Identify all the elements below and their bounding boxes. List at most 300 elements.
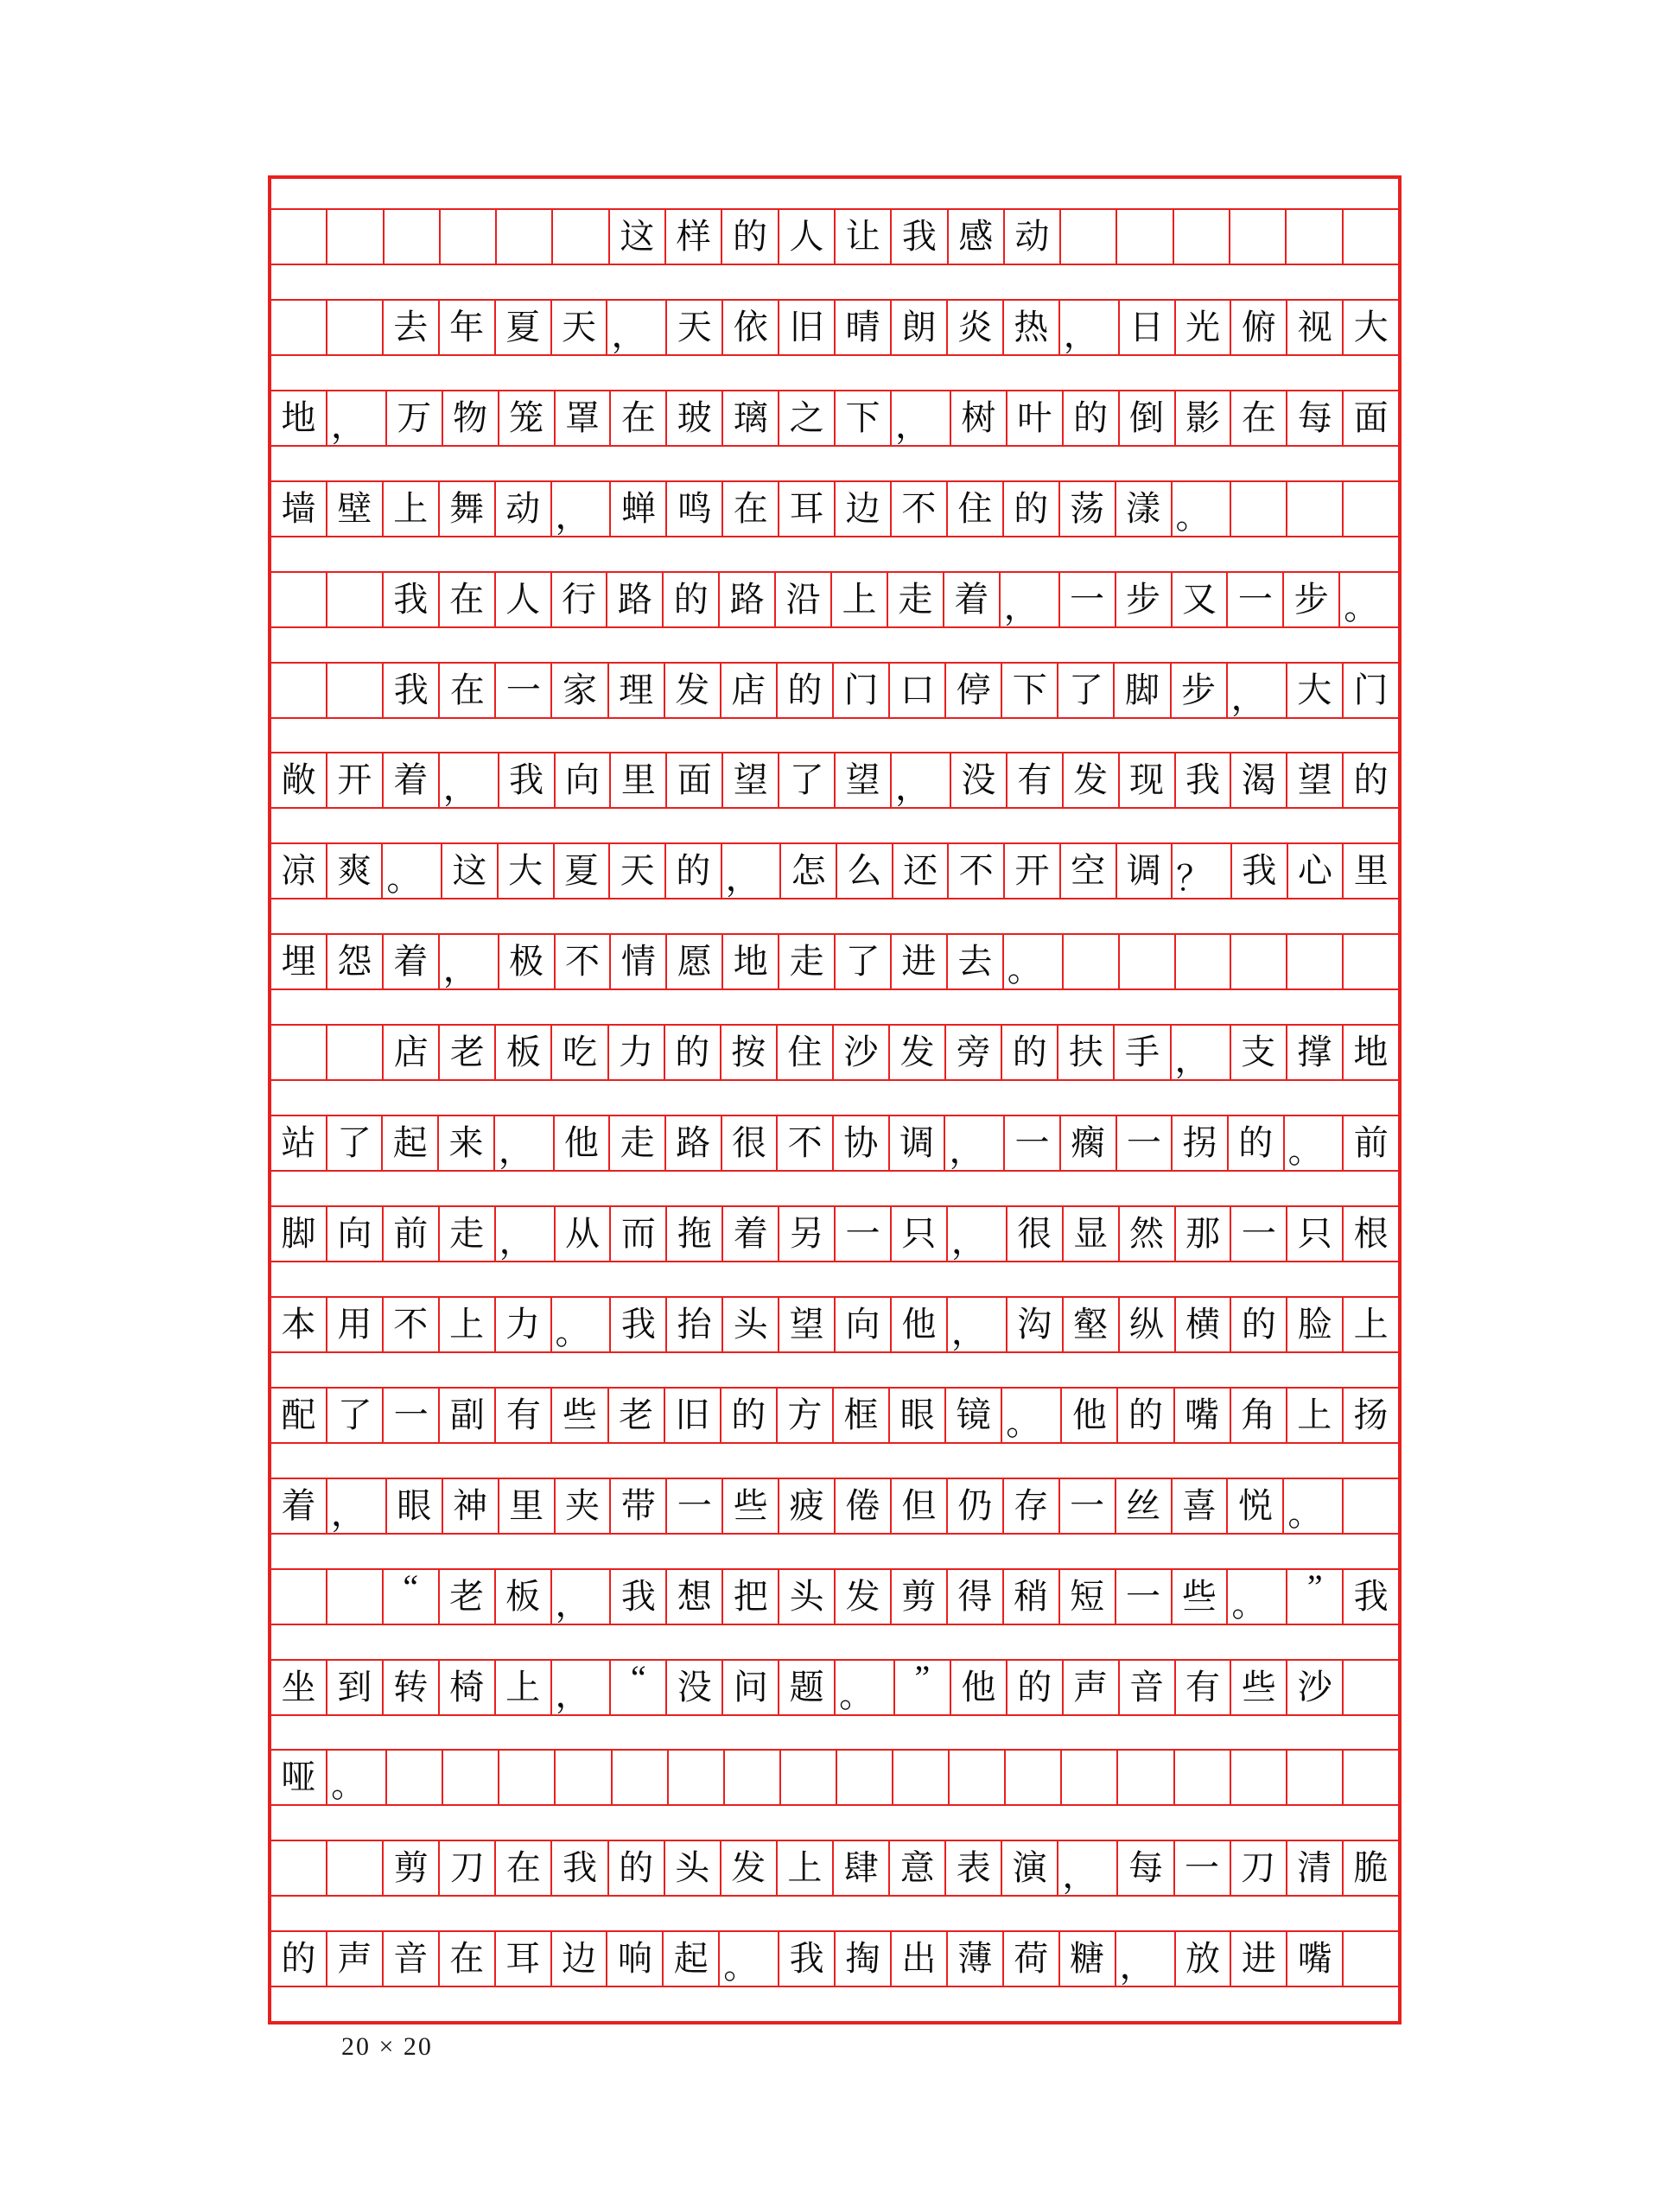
grid-cell[interactable]: 眼: [890, 1389, 946, 1442]
grid-cell[interactable]: [1064, 935, 1120, 988]
grid-cell[interactable]: 的: [664, 573, 720, 626]
grid-cell[interactable]: 下: [1002, 664, 1058, 717]
grid-cell[interactable]: 门: [834, 664, 890, 717]
grid-cell[interactable]: 显: [1064, 1207, 1120, 1261]
grid-cell[interactable]: 那: [1176, 1207, 1232, 1261]
grid-cell[interactable]: 么: [837, 844, 893, 898]
grid-cell[interactable]: ，: [948, 1298, 1007, 1351]
grid-cell[interactable]: 面: [1353, 397, 1389, 437]
grid-cell[interactable]: 去: [384, 301, 440, 354]
grid-cell[interactable]: 的: [1002, 1026, 1058, 1079]
grid-cell[interactable]: 这: [442, 844, 499, 898]
grid-cell[interactable]: 大: [499, 844, 555, 898]
grid-cell[interactable]: 扬: [1353, 1395, 1389, 1434]
grid-cell[interactable]: 走: [610, 1116, 666, 1170]
grid-cell[interactable]: 上: [440, 1298, 496, 1351]
grid-cell[interactable]: 舞: [440, 482, 496, 536]
grid-cell[interactable]: 丝: [1116, 1479, 1173, 1533]
grid-cell[interactable]: 边: [836, 482, 892, 536]
grid-cell[interactable]: 。: [327, 1751, 387, 1804]
grid-cell[interactable]: [327, 1841, 384, 1895]
grid-cell[interactable]: 漾: [1116, 482, 1173, 536]
grid-cell[interactable]: 头: [723, 1298, 779, 1351]
grid-cell[interactable]: 步: [1284, 573, 1340, 626]
grid-cell[interactable]: ”: [1287, 1570, 1344, 1624]
grid-cell[interactable]: 晴: [836, 301, 892, 354]
grid-cell[interactable]: 题: [779, 1661, 836, 1714]
grid-cell[interactable]: 放: [1176, 1932, 1232, 1986]
grid-cell[interactable]: 一: [384, 1389, 440, 1442]
grid-cell[interactable]: 起: [664, 1932, 720, 1986]
grid-cell[interactable]: 撑: [1287, 1026, 1344, 1079]
grid-cell[interactable]: 很: [722, 1116, 779, 1170]
grid-cell[interactable]: 口: [890, 664, 946, 717]
grid-cell[interactable]: 镜: [946, 1389, 1002, 1442]
grid-cell[interactable]: 响: [607, 1932, 664, 1986]
grid-cell[interactable]: ？: [1173, 844, 1232, 898]
grid-cell[interactable]: [327, 1570, 384, 1624]
grid-cell[interactable]: 刀: [440, 1841, 496, 1895]
grid-cell[interactable]: 剪: [384, 1841, 440, 1895]
grid-cell[interactable]: [613, 1751, 669, 1804]
grid-cell[interactable]: 横: [1176, 1298, 1232, 1351]
grid-cell[interactable]: [385, 210, 441, 264]
grid-cell[interactable]: ，: [496, 1207, 556, 1261]
grid-cell[interactable]: ，: [1060, 301, 1120, 354]
grid-cell[interactable]: 。: [1228, 1570, 1287, 1624]
grid-cell[interactable]: 望: [1287, 753, 1344, 807]
grid-cell[interactable]: 日: [1120, 301, 1176, 354]
grid-cell[interactable]: 调: [890, 1116, 946, 1170]
grid-cell[interactable]: [1287, 935, 1344, 988]
grid-cell[interactable]: [1175, 1751, 1231, 1804]
grid-cell[interactable]: 万: [387, 391, 443, 445]
grid-cell[interactable]: 一: [1117, 1116, 1173, 1170]
grid-cell[interactable]: 不: [556, 935, 612, 988]
grid-cell[interactable]: 倦: [836, 1479, 892, 1533]
grid-cell[interactable]: [1287, 482, 1344, 536]
grid-cell[interactable]: 旧: [779, 301, 836, 354]
grid-cell[interactable]: [271, 664, 327, 717]
grid-cell[interactable]: 现: [1120, 753, 1176, 807]
grid-cell[interactable]: 从: [556, 1207, 612, 1261]
grid-cell[interactable]: 脸: [1287, 1298, 1344, 1351]
grid-cell[interactable]: 框: [834, 1389, 890, 1442]
grid-cell[interactable]: 音: [1120, 1661, 1176, 1714]
grid-cell[interactable]: 一: [1116, 1570, 1173, 1624]
grid-cell[interactable]: 。: [1173, 482, 1232, 536]
grid-cell[interactable]: 在: [496, 1841, 552, 1895]
grid-cell[interactable]: ，: [722, 844, 782, 898]
grid-cell[interactable]: 老: [609, 1389, 665, 1442]
grid-cell[interactable]: 用: [327, 1298, 384, 1351]
grid-cell[interactable]: 着: [384, 753, 440, 807]
grid-cell[interactable]: 之: [779, 391, 836, 445]
grid-cell[interactable]: 行: [552, 573, 608, 626]
grid-cell[interactable]: [1061, 210, 1117, 264]
grid-cell[interactable]: 表: [946, 1841, 1002, 1895]
grid-cell[interactable]: 的: [721, 1389, 778, 1442]
grid-cell[interactable]: ，: [1058, 1841, 1118, 1895]
grid-cell[interactable]: 不: [949, 844, 1005, 898]
grid-cell[interactable]: [893, 1751, 950, 1804]
grid-cell[interactable]: ，: [495, 1116, 555, 1170]
grid-cell[interactable]: [327, 301, 384, 354]
grid-cell[interactable]: 人: [779, 210, 836, 264]
grid-cell[interactable]: 每: [1118, 1841, 1174, 1895]
grid-cell[interactable]: 手: [1115, 1026, 1171, 1079]
grid-cell[interactable]: 树: [951, 391, 1007, 445]
grid-cell[interactable]: 旁: [946, 1026, 1002, 1079]
grid-cell[interactable]: [1344, 210, 1398, 264]
grid-cell[interactable]: 。: [1284, 1479, 1344, 1533]
grid-cell[interactable]: 脚: [1115, 664, 1171, 717]
grid-cell[interactable]: ，: [440, 753, 499, 807]
grid-cell[interactable]: 一: [496, 664, 552, 717]
grid-cell[interactable]: 悦: [1228, 1479, 1284, 1533]
grid-cell[interactable]: 神: [443, 1479, 499, 1533]
grid-cell[interactable]: 在: [440, 573, 496, 626]
grid-cell[interactable]: 走: [440, 1207, 496, 1261]
grid-cell[interactable]: 一: [1060, 1479, 1116, 1533]
grid-cell[interactable]: 椅: [440, 1661, 496, 1714]
grid-cell[interactable]: 耳: [496, 1932, 552, 1986]
grid-cell[interactable]: 我: [1176, 753, 1232, 807]
grid-cell[interactable]: 凉: [271, 844, 327, 898]
grid-cell[interactable]: 着: [384, 935, 440, 988]
grid-cell[interactable]: 的: [1118, 1389, 1174, 1442]
grid-cell[interactable]: 埋: [271, 935, 327, 988]
grid-cell[interactable]: 心: [1288, 844, 1344, 898]
grid-cell[interactable]: 眼: [387, 1479, 443, 1533]
grid-cell[interactable]: 上: [832, 573, 888, 626]
grid-cell[interactable]: 他: [951, 1661, 1007, 1714]
grid-cell[interactable]: 大: [1287, 664, 1344, 717]
grid-cell[interactable]: 去: [948, 935, 1004, 988]
grid-cell[interactable]: 没: [667, 1661, 723, 1714]
grid-cell[interactable]: 在: [1231, 391, 1287, 445]
grid-cell[interactable]: 年: [440, 301, 496, 354]
grid-cell[interactable]: 荷: [1004, 1932, 1060, 1986]
grid-cell[interactable]: ，: [327, 391, 387, 445]
grid-cell[interactable]: [1231, 482, 1287, 536]
grid-cell[interactable]: 板: [496, 1570, 552, 1624]
grid-cell[interactable]: 演: [1002, 1841, 1058, 1895]
grid-cell[interactable]: 店: [384, 1026, 440, 1079]
grid-cell[interactable]: 地: [723, 935, 779, 988]
grid-cell[interactable]: ，: [892, 391, 951, 445]
grid-cell[interactable]: 望: [723, 753, 779, 807]
grid-cell[interactable]: [1062, 1751, 1118, 1804]
grid-cell[interactable]: 了: [327, 1389, 384, 1442]
grid-cell[interactable]: [1344, 935, 1398, 988]
grid-cell[interactable]: 剪: [892, 1570, 948, 1624]
grid-cell[interactable]: 来: [439, 1116, 495, 1170]
grid-cell[interactable]: ，: [440, 935, 499, 988]
grid-cell[interactable]: ，: [1001, 573, 1060, 626]
grid-cell[interactable]: [553, 210, 609, 264]
grid-cell[interactable]: 罩: [556, 391, 612, 445]
grid-cell[interactable]: 起: [383, 1116, 439, 1170]
grid-cell[interactable]: 他: [1062, 1389, 1118, 1442]
grid-cell[interactable]: 他: [892, 1298, 948, 1351]
grid-cell[interactable]: 力: [496, 1298, 552, 1351]
grid-cell[interactable]: 下: [836, 391, 892, 445]
grid-cell[interactable]: 住: [778, 1026, 834, 1079]
grid-cell[interactable]: 坐: [271, 1661, 327, 1714]
grid-cell[interactable]: 刀: [1231, 1841, 1287, 1895]
grid-cell[interactable]: [327, 1026, 384, 1079]
grid-cell[interactable]: ，: [1172, 1026, 1231, 1079]
grid-cell[interactable]: 店: [721, 664, 778, 717]
grid-cell[interactable]: 发: [890, 1026, 946, 1079]
grid-cell[interactable]: 上: [384, 482, 440, 536]
grid-cell[interactable]: 方: [778, 1389, 834, 1442]
grid-cell[interactable]: 嘴: [1287, 1932, 1344, 1986]
grid-cell[interactable]: 些: [1173, 1570, 1229, 1624]
grid-cell[interactable]: 协: [834, 1116, 890, 1170]
grid-cell[interactable]: 人: [496, 573, 552, 626]
grid-cell[interactable]: [443, 1751, 499, 1804]
grid-cell[interactable]: 很: [1007, 1207, 1064, 1261]
grid-cell[interactable]: 壑: [1064, 1298, 1120, 1351]
grid-cell[interactable]: ，: [1228, 664, 1287, 717]
grid-cell[interactable]: 存: [1004, 1479, 1060, 1533]
grid-cell[interactable]: 着: [723, 1207, 779, 1261]
grid-cell[interactable]: 天: [667, 301, 723, 354]
grid-cell[interactable]: 的: [609, 1841, 665, 1895]
grid-cell[interactable]: 的: [1353, 760, 1389, 800]
grid-cell[interactable]: [1117, 210, 1173, 264]
grid-cell[interactable]: 些: [723, 1479, 779, 1533]
grid-cell[interactable]: 壁: [327, 482, 384, 536]
grid-cell[interactable]: 一: [836, 1207, 892, 1261]
grid-cell[interactable]: 视: [1287, 301, 1344, 354]
grid-cell[interactable]: 声: [1064, 1661, 1120, 1714]
grid-cell[interactable]: 发: [721, 1841, 778, 1895]
grid-cell[interactable]: 转: [384, 1661, 440, 1714]
grid-cell[interactable]: 让: [836, 210, 892, 264]
grid-cell[interactable]: 薄: [948, 1932, 1004, 1986]
grid-cell[interactable]: 有: [1007, 753, 1064, 807]
grid-cell[interactable]: 我: [611, 1570, 667, 1624]
grid-cell[interactable]: 走: [888, 573, 944, 626]
grid-cell[interactable]: 一: [1005, 1116, 1061, 1170]
grid-cell[interactable]: 的: [1064, 391, 1120, 445]
grid-cell[interactable]: [1006, 1751, 1062, 1804]
grid-cell[interactable]: “: [611, 1661, 667, 1714]
grid-cell[interactable]: ，: [552, 482, 612, 536]
grid-cell[interactable]: 走: [779, 935, 836, 988]
grid-cell[interactable]: 玻: [667, 391, 723, 445]
grid-cell[interactable]: ”: [895, 1661, 951, 1714]
grid-cell[interactable]: 扶: [1058, 1026, 1115, 1079]
grid-cell[interactable]: ，: [552, 1570, 612, 1624]
grid-cell[interactable]: 的: [1004, 482, 1060, 536]
grid-cell[interactable]: 我: [499, 753, 556, 807]
grid-cell[interactable]: [1118, 1751, 1174, 1804]
grid-cell[interactable]: 上: [1287, 1389, 1344, 1442]
grid-cell[interactable]: [1344, 1661, 1398, 1714]
grid-cell[interactable]: 前: [1353, 1123, 1389, 1163]
grid-cell[interactable]: 俯: [1231, 301, 1287, 354]
grid-cell[interactable]: 带: [611, 1479, 667, 1533]
grid-cell[interactable]: 发: [836, 1570, 892, 1624]
grid-cell[interactable]: 边: [552, 1932, 608, 1986]
grid-cell[interactable]: 瘸: [1061, 1116, 1117, 1170]
grid-cell[interactable]: 夏: [496, 301, 552, 354]
grid-cell[interactable]: [1231, 935, 1287, 988]
grid-cell[interactable]: 一: [1175, 1841, 1231, 1895]
grid-cell[interactable]: [1287, 1751, 1344, 1804]
grid-cell[interactable]: 里: [1353, 851, 1389, 891]
grid-cell[interactable]: 情: [611, 935, 667, 988]
grid-cell[interactable]: 有: [496, 1389, 552, 1442]
grid-cell[interactable]: 音: [384, 1932, 440, 1986]
grid-cell[interactable]: 头: [779, 1570, 836, 1624]
grid-cell[interactable]: 热: [1004, 301, 1060, 354]
grid-cell[interactable]: 喜: [1173, 1479, 1229, 1533]
grid-cell[interactable]: 又: [1173, 573, 1229, 626]
grid-cell[interactable]: [556, 1751, 612, 1804]
grid-cell[interactable]: [1287, 210, 1343, 264]
grid-cell[interactable]: 本: [271, 1298, 327, 1351]
grid-cell[interactable]: 向: [327, 1207, 384, 1261]
grid-cell[interactable]: 我: [779, 1932, 836, 1986]
grid-cell[interactable]: 的: [722, 210, 779, 264]
grid-cell[interactable]: 地: [1353, 1033, 1389, 1072]
grid-cell[interactable]: 在: [723, 482, 779, 536]
grid-cell[interactable]: 开: [1005, 844, 1061, 898]
grid-cell[interactable]: [271, 210, 327, 264]
grid-cell[interactable]: 掏: [836, 1932, 892, 1986]
grid-cell[interactable]: 。: [836, 1661, 895, 1714]
grid-cell[interactable]: 蝉: [611, 482, 667, 536]
grid-cell[interactable]: 空: [1061, 844, 1117, 898]
grid-cell[interactable]: 不: [384, 1298, 440, 1351]
grid-cell[interactable]: [1230, 210, 1287, 264]
grid-cell[interactable]: “: [384, 1570, 440, 1624]
grid-cell[interactable]: 依: [723, 301, 779, 354]
grid-cell[interactable]: 嘴: [1175, 1389, 1231, 1442]
grid-cell[interactable]: 发: [665, 664, 721, 717]
grid-cell[interactable]: 的: [666, 844, 722, 898]
grid-cell[interactable]: 进: [1231, 1932, 1287, 1986]
grid-cell[interactable]: 极: [499, 935, 556, 988]
grid-cell[interactable]: 上: [1353, 1304, 1389, 1344]
grid-cell[interactable]: 意: [890, 1841, 946, 1895]
grid-cell[interactable]: 。: [720, 1932, 779, 1986]
grid-cell[interactable]: ，: [552, 1661, 612, 1714]
grid-cell[interactable]: 了: [836, 935, 892, 988]
grid-cell[interactable]: 璃: [723, 391, 779, 445]
grid-cell[interactable]: 上: [778, 1841, 834, 1895]
grid-cell[interactable]: 墙: [271, 482, 327, 536]
grid-cell[interactable]: 的: [665, 1026, 721, 1079]
grid-cell[interactable]: 步: [1116, 573, 1173, 626]
grid-cell[interactable]: 荡: [1060, 482, 1116, 536]
grid-cell[interactable]: 短: [1060, 1570, 1116, 1624]
grid-cell[interactable]: 仍: [948, 1479, 1004, 1533]
grid-cell[interactable]: [1120, 935, 1176, 988]
grid-cell[interactable]: 只: [1287, 1207, 1344, 1261]
grid-cell[interactable]: 调: [1117, 844, 1173, 898]
grid-cell[interactable]: [327, 573, 384, 626]
grid-cell[interactable]: ，: [948, 1207, 1007, 1261]
grid-cell[interactable]: [327, 210, 384, 264]
grid-cell[interactable]: 有: [1176, 1661, 1232, 1714]
grid-cell[interactable]: [725, 1751, 781, 1804]
grid-cell[interactable]: 朗: [892, 301, 948, 354]
grid-cell[interactable]: 影: [1176, 391, 1232, 445]
grid-cell[interactable]: 天: [552, 301, 608, 354]
grid-cell[interactable]: [1344, 1751, 1398, 1804]
grid-cell[interactable]: 着: [271, 1479, 327, 1533]
grid-cell[interactable]: [327, 664, 384, 717]
grid-cell[interactable]: 根: [1353, 1213, 1389, 1253]
grid-cell[interactable]: [1176, 935, 1232, 988]
grid-cell[interactable]: 地: [271, 391, 327, 445]
grid-cell[interactable]: 旧: [665, 1389, 721, 1442]
grid-cell[interactable]: [271, 301, 327, 354]
grid-cell[interactable]: 在: [440, 664, 496, 717]
grid-cell[interactable]: 一: [1228, 573, 1284, 626]
grid-cell[interactable]: 。: [1285, 1116, 1344, 1170]
grid-cell[interactable]: [271, 1841, 327, 1895]
grid-cell[interactable]: 开: [327, 753, 384, 807]
grid-cell[interactable]: 配: [271, 1389, 327, 1442]
grid-cell[interactable]: 爽: [327, 844, 384, 898]
grid-cell[interactable]: 我: [552, 1841, 608, 1895]
grid-cell[interactable]: ，: [1116, 1932, 1176, 1986]
grid-cell[interactable]: 的: [1229, 1116, 1285, 1170]
grid-cell[interactable]: 每: [1287, 391, 1344, 445]
grid-cell[interactable]: 问: [723, 1661, 779, 1714]
grid-cell[interactable]: 的: [1007, 1661, 1064, 1714]
grid-cell[interactable]: 了: [779, 753, 836, 807]
grid-cell[interactable]: 动: [496, 482, 552, 536]
grid-cell[interactable]: 炎: [948, 301, 1004, 354]
grid-cell[interactable]: 沙: [834, 1026, 890, 1079]
grid-cell[interactable]: 哑: [271, 1751, 327, 1804]
grid-cell[interactable]: 一: [1060, 573, 1116, 626]
grid-cell[interactable]: 沙: [1287, 1661, 1344, 1714]
grid-cell[interactable]: 了: [327, 1116, 384, 1170]
grid-cell[interactable]: 这: [610, 210, 666, 264]
grid-cell[interactable]: 糖: [1060, 1932, 1116, 1986]
grid-cell[interactable]: 了: [1058, 664, 1115, 717]
grid-cell[interactable]: 纵: [1120, 1298, 1176, 1351]
grid-cell[interactable]: 我: [384, 573, 440, 626]
grid-cell[interactable]: 些: [1231, 1661, 1287, 1714]
grid-cell[interactable]: 家: [552, 664, 608, 717]
grid-cell[interactable]: 发: [1064, 753, 1120, 807]
grid-cell[interactable]: 疲: [779, 1479, 836, 1533]
grid-cell[interactable]: 。: [1002, 1389, 1062, 1442]
grid-cell[interactable]: 脚: [271, 1207, 327, 1261]
grid-cell[interactable]: 但: [892, 1479, 948, 1533]
grid-cell[interactable]: 。: [552, 1298, 612, 1351]
grid-cell[interactable]: [1344, 1479, 1398, 1533]
grid-cell[interactable]: 物: [443, 391, 499, 445]
grid-cell[interactable]: 头: [665, 1841, 721, 1895]
grid-cell[interactable]: 拖: [667, 1207, 723, 1261]
grid-cell[interactable]: [271, 1026, 327, 1079]
grid-cell[interactable]: 抬: [667, 1298, 723, 1351]
grid-cell[interactable]: [497, 210, 553, 264]
grid-cell[interactable]: 沟: [1007, 1298, 1064, 1351]
grid-cell[interactable]: 怨: [327, 935, 384, 988]
